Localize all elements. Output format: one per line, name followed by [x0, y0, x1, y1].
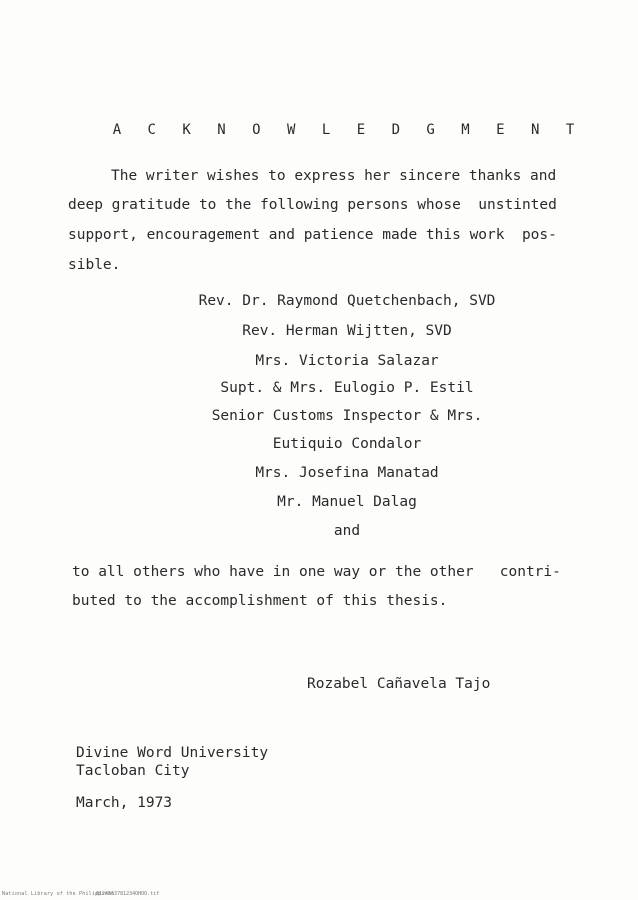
- paragraph-line: sible.: [68, 257, 121, 273]
- paragraph-line: The writer wishes to express her sincere thanks and: [111, 168, 557, 184]
- acknowledged-name: Supt. & Mrs. Eulogio P. Estil: [220, 380, 474, 396]
- page-title: A C K N O W L E D G M E N T: [112, 122, 584, 138]
- acknowledged-name: Mr. Manuel Dalag: [277, 494, 417, 510]
- microfilm-label: National Library of the Philippines: [2, 891, 115, 897]
- paragraph-line: buted to the accomplishment of this thesis.: [72, 593, 448, 609]
- acknowledged-name: Mrs. Victoria Salazar: [255, 353, 439, 369]
- acknowledged-name: Mrs. Josefina Manatad: [255, 465, 439, 481]
- institution-name: Divine Word University: [76, 745, 269, 761]
- paragraph-line: deep gratitude to the following persons whose unstinted: [68, 197, 557, 213]
- document-date: March, 1973: [76, 795, 173, 811]
- microfilm-id: 0124563781234OHOO.tif: [96, 891, 160, 897]
- acknowledged-name: Senior Customs Inspector & Mrs.: [211, 408, 483, 424]
- acknowledged-name: Rev. Dr. Raymond Quetchenbach, SVD: [198, 293, 496, 309]
- author-signature: Rozabel Cañavela Tajo: [307, 676, 491, 692]
- paragraph-line: support, encouragement and patience made this work pos-: [68, 227, 557, 243]
- institution-city: Tacloban City: [76, 763, 190, 779]
- paragraph-line: to all others who have in one way or the other contri-: [72, 564, 561, 580]
- names-conjunction: and: [333, 523, 361, 539]
- acknowledged-name: Rev. Herman Wijtten, SVD: [242, 323, 452, 339]
- acknowledged-name: Eutiquio Condalor: [272, 436, 422, 452]
